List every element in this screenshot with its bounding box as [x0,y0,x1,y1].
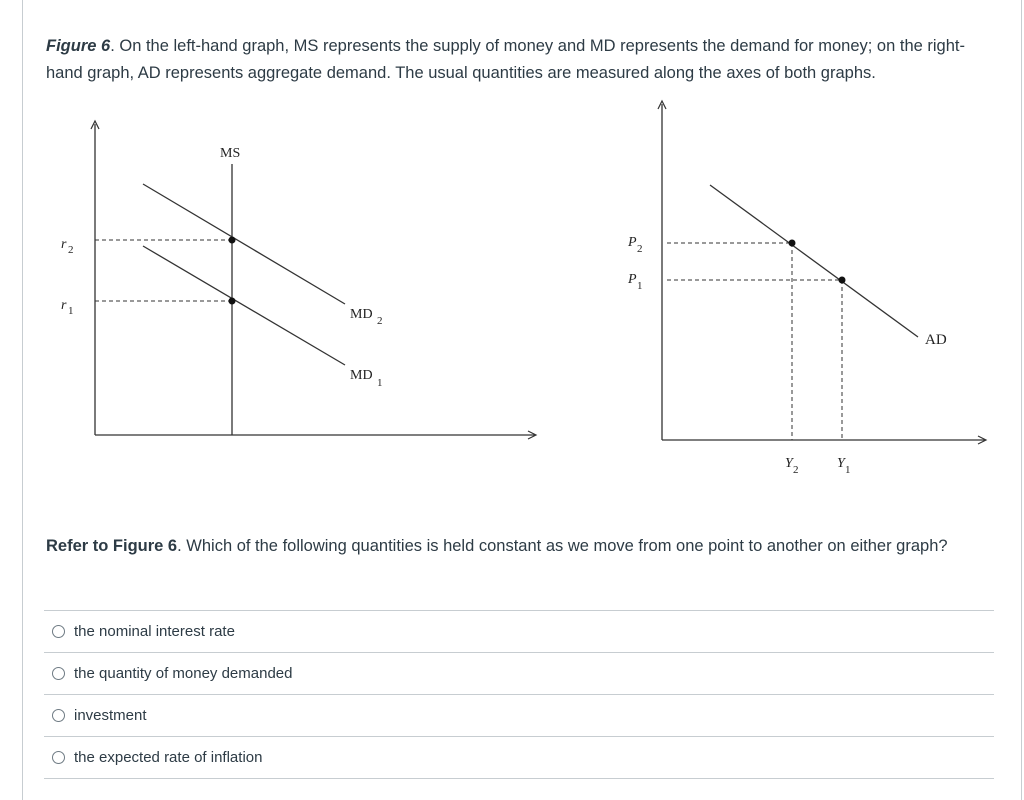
y1-label: Y [837,456,845,471]
md1-curve [143,246,345,365]
md2-sub: 2 [377,315,383,327]
md1-label: MD [350,368,373,383]
answer-option[interactable] [44,652,994,694]
answer-label: investment [74,707,147,724]
radio-button[interactable] [52,625,65,638]
y2-label: Y [785,456,793,471]
p1-sub: 1 [637,280,643,292]
answer-label: the quantity of money demanded [74,665,293,682]
left-point-upper [229,237,236,244]
figure-label: Figure 6 [46,37,111,55]
p1-label: P [628,272,637,287]
ad-curve [710,185,918,337]
y1-sub: 1 [845,464,851,476]
radio-button[interactable] [52,751,65,764]
ad-label: AD [925,332,947,348]
question-text [46,533,986,560]
r2-sub: 2 [68,244,74,256]
right-point-upper [789,240,796,247]
p2-label: P [628,235,637,250]
right-point-lower [839,277,846,284]
p2-sub: 2 [637,243,643,255]
question-ref: Refer to Figure 6 [46,537,178,555]
radio-button[interactable] [52,709,65,722]
answer-option[interactable] [44,694,994,736]
answer-option[interactable] [44,736,994,779]
figure-caption [46,33,986,87]
answer-list [44,610,994,779]
r1-label: r [61,298,67,313]
ms-label: MS [220,146,241,161]
answer-label: the expected rate of inflation [74,749,263,766]
y2-sub: 2 [793,464,799,476]
figure-graphs [30,90,1000,490]
md2-curve [143,184,345,304]
figure-text: . On the left-hand graph, MS represents the supply of money and MD represents the demand for money; on the right-hand graph, AD represents aggregate demand. The usual quantities are measured along the axes of both graphs. [46,37,965,82]
r1-sub: 1 [68,305,74,317]
md1-sub: 1 [377,377,383,389]
answer-label: the nominal interest rate [74,623,235,640]
md2-label: MD [350,307,373,322]
question-body: . Which of the following quantities is held constant as we move from one point to another on either graph? [177,537,948,555]
left-point-lower [229,298,236,305]
answer-option[interactable] [44,610,994,652]
radio-button[interactable] [52,667,65,680]
r2-label: r [61,237,67,252]
